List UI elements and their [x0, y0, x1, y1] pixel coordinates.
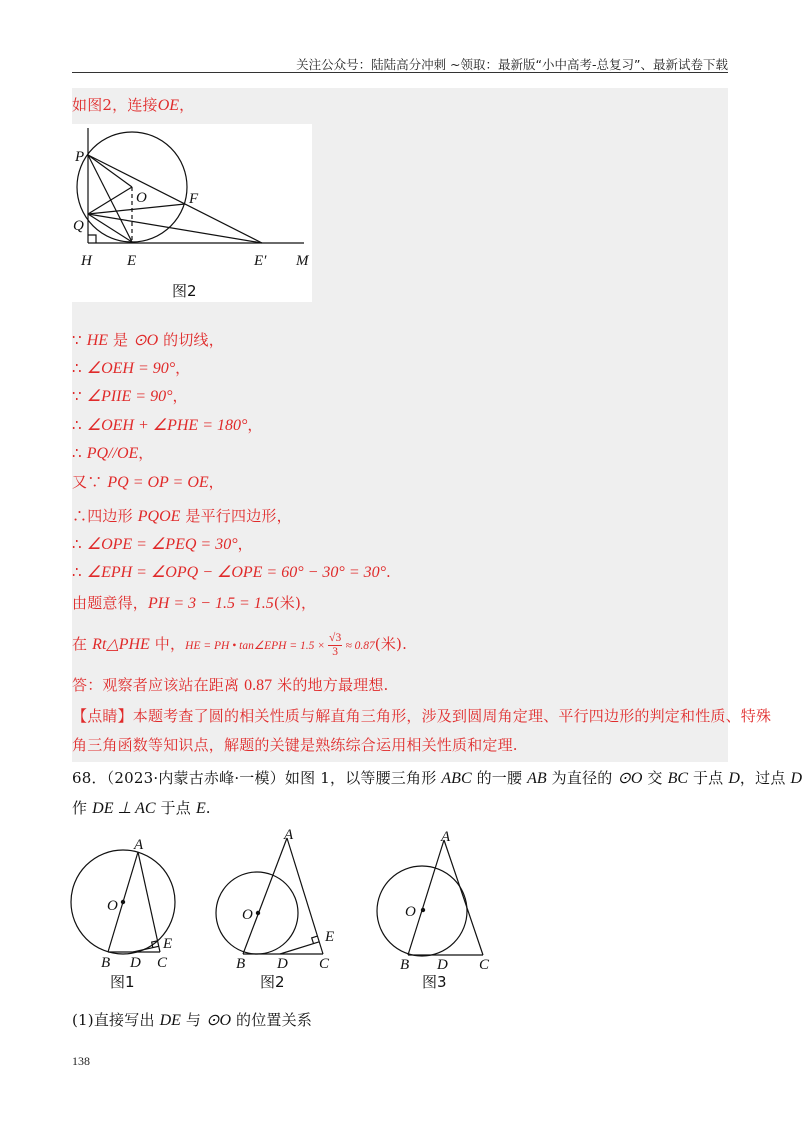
header-rule — [72, 72, 728, 73]
math-segment: OE — [157, 97, 180, 114]
label-a: A — [284, 827, 294, 843]
comment-line-1: 【点睛】本题考查了圆的相关性质与解直角三角形，涉及到圆周角定理、平行四边形的判定和性质、特殊 — [72, 707, 772, 725]
segment-pe2 — [88, 155, 262, 243]
text-segment: 的位置关系 — [231, 1011, 313, 1029]
text-segment: ， — [208, 473, 224, 491]
problem-figures-svg — [60, 827, 510, 995]
segment-ac — [444, 840, 483, 955]
solution-line-1 — [72, 96, 194, 115]
center-dot — [121, 900, 125, 904]
math-segment: HE — [86, 332, 109, 349]
math-segment: E — [195, 800, 206, 817]
solution-line-7 — [72, 473, 224, 492]
label-m: M — [296, 253, 309, 269]
label-e: E — [127, 253, 137, 269]
text-segment: 为直径的 — [546, 769, 618, 787]
segment-ac — [138, 852, 160, 952]
fraction-numerator: √3 — [329, 631, 342, 644]
text-segment: (米)， — [273, 594, 317, 612]
text-segment: ∵ — [72, 387, 87, 405]
comment-line-2: 角三角函数等知识点，解题的关键是熟练综合运用相关性质和定理. — [72, 736, 518, 754]
text-segment: ， — [179, 96, 195, 114]
math-segment: AB — [527, 770, 547, 787]
label-b: B — [101, 955, 111, 971]
math-segment: PQOE — [137, 508, 181, 525]
label-o: O — [405, 904, 416, 920]
figure-2-solution — [72, 124, 312, 302]
solution-line-3 — [72, 359, 190, 378]
solution-line-12 — [72, 630, 407, 660]
text-segment: ∴ — [72, 359, 87, 377]
segment-ac — [287, 838, 323, 954]
solution-line-6 — [72, 444, 153, 463]
math-segment-small: HE = PH • tan∠EPH = 1.5 × — [185, 640, 325, 652]
label-d: D — [437, 957, 448, 973]
label-c: C — [479, 957, 490, 973]
figure-caption: 图2 — [172, 282, 197, 300]
text-segment: (1)直接写出 — [72, 1011, 160, 1029]
geometry-figure — [72, 124, 312, 302]
math-segment: DE ⊥ AC — [92, 800, 156, 817]
math-segment: PQ//OE — [86, 445, 139, 462]
math-segment: BC — [667, 770, 689, 787]
figure-caption: 图2 — [260, 973, 285, 991]
label-c: C — [157, 955, 168, 971]
solution-line-11 — [72, 594, 316, 613]
text-segment: ∴ — [72, 535, 87, 553]
math-segment: PH = 3 − 1.5 = 1.5 — [148, 595, 274, 612]
text-segment: ∴ — [72, 416, 87, 434]
math-segment-small: ≈ 0.87 — [345, 640, 375, 652]
label-e: E — [325, 929, 335, 945]
math-segment: ∠OEH + ∠PHE = 180° — [86, 417, 248, 434]
segment-pe — [88, 155, 132, 242]
label-o: O — [242, 907, 253, 923]
solution-line-8 — [72, 507, 292, 526]
text-segment: ， — [138, 444, 154, 462]
text-segment: 的一腰 — [471, 769, 528, 787]
text-segment: 的切线， — [158, 331, 224, 349]
math-segment: ∠OEH = 90° — [86, 360, 176, 377]
text-segment: ， — [247, 416, 263, 434]
solution-answer — [72, 676, 389, 695]
label-e: E — [163, 936, 173, 952]
problem-line-2 — [72, 799, 211, 818]
text-segment: ∴ — [72, 563, 87, 581]
math-segment: D — [790, 770, 802, 787]
problem-line-1 — [72, 769, 802, 788]
figure-caption: 图3 — [422, 973, 447, 991]
text-segment: 于点 — [688, 769, 729, 787]
text-segment: . — [386, 563, 391, 581]
label-d: D — [130, 955, 141, 971]
fraction — [328, 632, 342, 659]
text-segment: 68．（2023·内蒙古赤峰·一模）如图 1，以等腰三角形 — [72, 769, 442, 787]
text-segment: 中， — [149, 635, 186, 653]
label-b: B — [236, 956, 246, 972]
figure-2 — [216, 838, 323, 954]
math-segment: DE — [159, 1012, 181, 1029]
label-p: P — [75, 149, 85, 165]
math-segment: ⊙O — [617, 770, 643, 787]
text-segment: 答：观察者应该站在距离 — [72, 676, 245, 694]
question-1 — [72, 1011, 312, 1030]
page-number: 138 — [72, 1054, 90, 1068]
label-b: B — [400, 957, 410, 973]
text-segment: 是 — [108, 331, 134, 349]
math-segment: ABC — [441, 770, 472, 787]
math-segment: ∠EPH = ∠OPQ − ∠OPE = 60° − 30° = 30° — [86, 564, 387, 581]
center-dot — [256, 911, 260, 915]
math-segment: D — [728, 770, 740, 787]
solution-line-2 — [72, 331, 224, 350]
label-e-prime: E′ — [254, 253, 267, 269]
math-segment: ⊙O — [133, 332, 159, 349]
text-segment: ， — [175, 359, 191, 377]
solution-line-10 — [72, 563, 391, 582]
text-segment: 于点 — [155, 799, 196, 817]
label-f: F — [189, 191, 199, 207]
label-c: C — [319, 956, 330, 972]
text-segment: 米的地方最理想. — [272, 676, 389, 694]
solution-line-9 — [72, 535, 253, 554]
segment-ab — [408, 840, 444, 955]
problem-figures — [60, 827, 510, 995]
label-o: O — [136, 190, 147, 206]
math-segment: ∠OPE = ∠PEQ = 30° — [86, 536, 238, 553]
center-dot — [421, 908, 425, 912]
label-h: H — [81, 253, 92, 269]
text-segment: ∴ — [72, 444, 87, 462]
text-segment: ， — [237, 535, 253, 553]
text-segment: 又∵ — [72, 473, 108, 491]
text-segment: 是平行四边形， — [180, 507, 292, 525]
text-segment: . — [205, 799, 211, 817]
figure-caption: 图1 — [110, 973, 135, 991]
segment-po — [88, 155, 132, 187]
right-angle-mark — [88, 235, 96, 243]
fraction-denominator: 3 — [332, 645, 339, 658]
solution-line-5 — [72, 416, 263, 435]
math-segment: 0.87 — [244, 677, 273, 694]
math-segment: ∠PIIE = 90° — [86, 388, 173, 405]
text-segment: 交 — [642, 769, 668, 787]
text-segment: 由题意得， — [72, 594, 149, 612]
math-segment: ⊙O — [206, 1012, 232, 1029]
text-segment: 如图2，连接 — [72, 96, 158, 114]
label-a: A — [134, 837, 144, 853]
segment-de — [133, 946, 159, 952]
figure-3 — [377, 840, 483, 956]
solution-line-4 — [72, 387, 188, 406]
text-segment: ∴四边形 — [72, 507, 138, 525]
label-d: D — [277, 956, 288, 972]
page-header: 关注公众号：陆陆高分冲刺 ~领取：最新版“小中高考-总复习”、最新试卷下载 — [296, 57, 728, 72]
label-a: A — [441, 829, 451, 845]
text-segment: 作 — [72, 799, 93, 817]
text-segment: ，过点 — [739, 769, 791, 787]
math-segment: Rt△PHE — [92, 636, 150, 653]
text-segment: 与 — [180, 1011, 207, 1029]
segment-ab — [243, 838, 287, 954]
label-o: O — [107, 898, 118, 914]
text-segment: 在 — [72, 635, 93, 653]
text-segment: ， — [172, 387, 188, 405]
math-segment: PQ = OP = OE — [107, 474, 209, 491]
text-segment: ∵ — [72, 331, 87, 349]
label-q: Q — [73, 218, 84, 234]
text-segment: (米). — [374, 635, 408, 653]
